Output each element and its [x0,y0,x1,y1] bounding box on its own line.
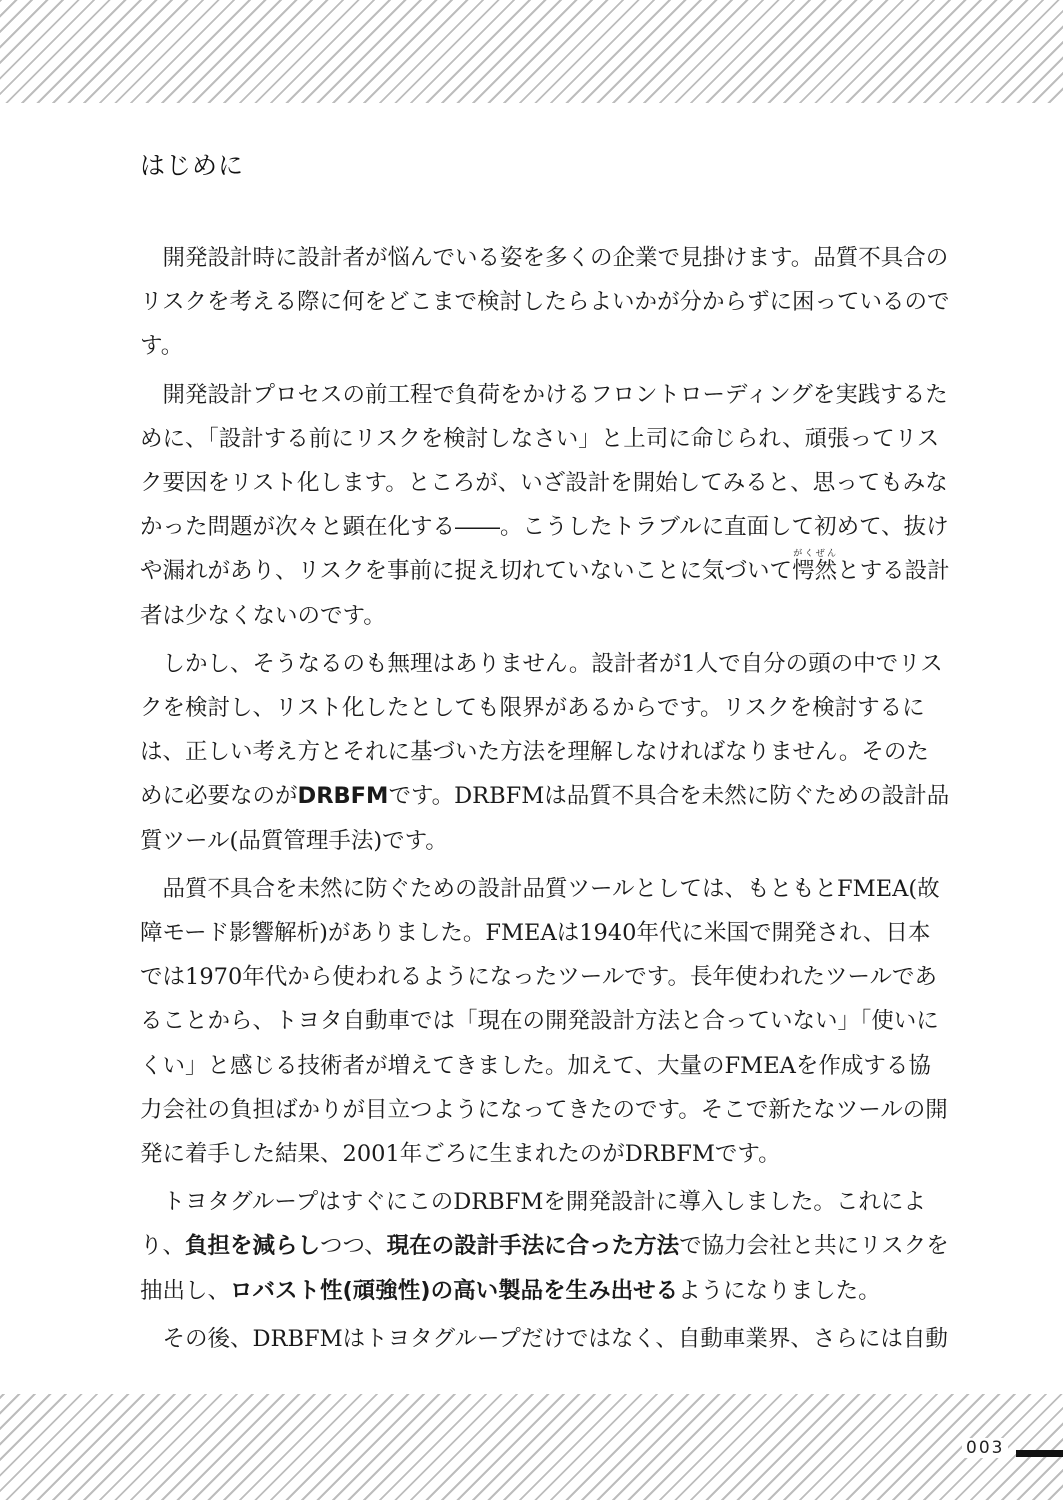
ruby-gakuzen [792,549,838,585]
decorative-stripe-band-top [0,0,1063,103]
paragraph-2 [140,373,950,638]
emphasis-reduce-burden: 負担を減らし [185,1233,321,1260]
paragraph-2-text-a: 開発設計プロセスの前工程で負荷をかけるフロントローディングを実践するために、「設計する前にリスクを検討しなさい」と上司に命じられ、頑張ってリスク要因をリスト化します。ところが、いざ設計を開始してみると、思ってもみなかった問題が次々と顕在化する――。こうしたトラブルに直面して初めて、抜けや漏れがあり、リスクを事前に捉え切れていないことに気づいて [140,381,949,585]
page-heading: はじめに [140,151,245,180]
paragraph-5-text-a: トヨタグループはすぐにこのDRBFMを開発設計に導入しました。これにより、 [140,1189,926,1260]
drbfm-bold-term: DRBFM [297,783,389,810]
paragraph-5-text-d: ようになりました。 [678,1277,881,1304]
paragraph-3-text-b: です。DRBFMは品質不具合を未然に防ぐための設計品質ツール(品質管理手法)です。 [140,783,950,854]
decorative-stripe-band-bottom [0,1394,1063,1500]
body-text [140,236,950,1365]
page-number-rule [1016,1450,1063,1457]
paragraph-5 [140,1180,950,1313]
paragraph-5-text-b: つつ、 [320,1233,387,1260]
ruby-reading: がくぜん [792,549,838,560]
paragraph-6: その後、DRBFMはトヨタグループだけではなく、自動車業界、さらには自動 [162,1325,948,1352]
paragraph-3-text-a: しかし、そうなるのも無理はありません。設計者が1人で自分の頭の中でリスクを検討し、リスト化したとしても限界があるからです。リスクを検討するには、正しい考え方とそれに基づいた方法を理解しなければなりません。そのために必要なのが [140,650,943,810]
paragraph-4: 品質不具合を未然に防ぐための設計品質ツールとしては、もともとFMEA(故障モード影響解析)がありました。FMEAは1940年代に米国で開発され、日本では1970年代から使われるようになったツールです。長年使われたツールであることから、トヨタ自動車では「現在の開発設計方法と合っていない」「使いにくい」と感じる技術者が増えてきました。加えて、大量のFMEAを作成する協力会社の負担ばかりが目立つようになってきたのです。そこで新たなツールの開発に着手した結果、2001年ごろに生まれたのがDRBFMです。 [140,875,948,1168]
paragraph-1: 開発設計時に設計者が悩んでいる姿を多くの企業で見掛けます。品質不具合のリスクを考える際に何をどこまで検討したらよいかが分からずに困っているのです。 [140,245,950,360]
ruby-base: 愕然 [792,558,838,585]
page-number: 003 [962,1438,1008,1458]
paragraph-2-text-b: とする設計者は少なくないのです。 [140,558,950,629]
emphasis-robust-products: ロバスト性(頑強性)の高い製品を生み出せる [230,1277,679,1304]
paragraph-5-text-c: で協力会社と共にリスクを抽出し、 [140,1233,949,1304]
emphasis-current-method: 現在の設計手法に合った方法 [386,1233,680,1260]
paragraph-3 [140,642,950,863]
